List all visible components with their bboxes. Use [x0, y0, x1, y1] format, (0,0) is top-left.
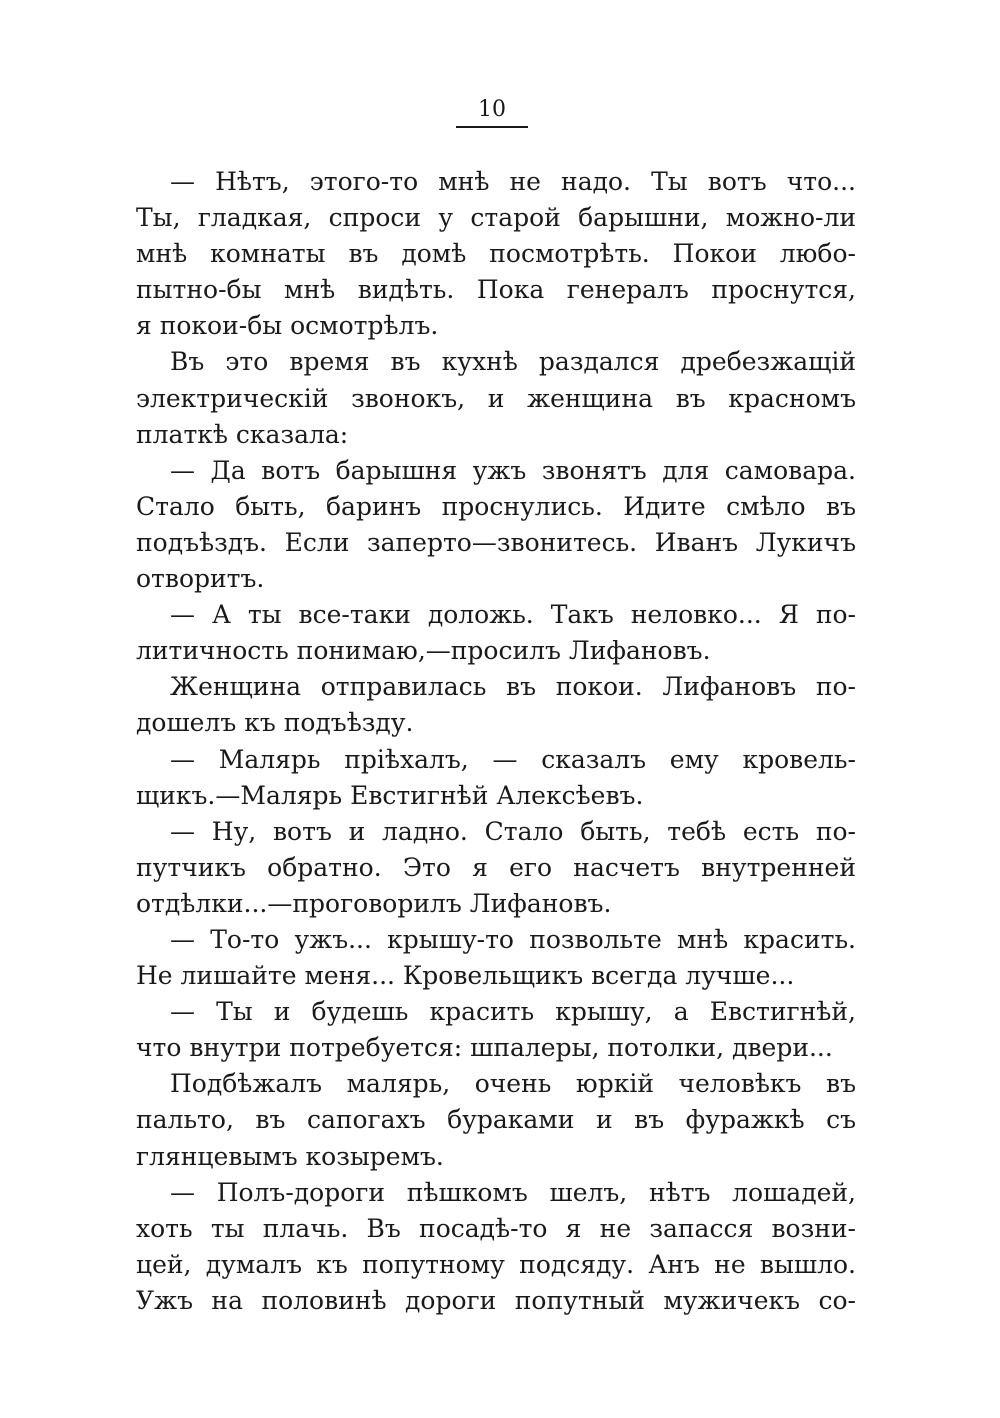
text-line: глянцевымъ козыремъ. [136, 1141, 444, 1171]
text-line: — Нѣтъ, этого-то мнѣ не надо. Ты вотъ что... [170, 167, 856, 196]
text-line: — Полъ-дороги пѣшкомъ шелъ, нѣтъ лошадей, [170, 1177, 856, 1207]
text-line: отворитъ. [136, 564, 265, 594]
text-line: — Ты и будешь красить крышу, а Евстигнѣй, [170, 997, 856, 1027]
page-number: 10 [456, 96, 528, 128]
text-line: отдѣлки...—проговорилъ Лифановъ. [136, 888, 612, 918]
text-line: я покои-бы осмотрѣлъ. [136, 311, 439, 341]
text-line: — Да вотъ барышня ужъ звонятъ для самовара. [170, 455, 856, 485]
text-line: Ты, гладкая, спроси у старой барышни, можно-ли [136, 203, 856, 233]
text-line: литичность понимаю,—просилъ Лифановъ. [136, 636, 711, 666]
text-line: что внутри потребуется: шпалеры, потолки, двери... [136, 1033, 833, 1063]
text-line: дошелъ къ подъѣзду. [136, 708, 414, 738]
text-line: пальто, въ сапогахъ бураками и въ фуражкѣ съ [136, 1105, 856, 1135]
text-line: пытно-бы мнѣ видѣть. Пока генералъ проснутся, [136, 275, 856, 305]
text-line: — Малярь пріѣхалъ, — сказалъ ему кровель- [170, 744, 856, 774]
text-line: Женщина отправилась въ покои. Лифановъ по- [170, 672, 856, 702]
text-line: Не лишайте меня... Кровельщикъ всегда лучше... [136, 961, 795, 991]
text-line: платкѣ сказала: [136, 419, 349, 449]
text-line: путчикъ обратно. Это я его насчетъ внутренней [136, 852, 856, 882]
body-text [136, 164, 856, 1319]
text-line: — А ты все-таки доложь. Такъ неловко... Я по- [170, 600, 856, 630]
text-line: — Ну, вотъ и ладно. Стало быть, тебѣ есть по- [170, 816, 856, 846]
text-line: — То-то ужъ... крышу-то позвольте мнѣ красить. [170, 924, 856, 954]
text-line: мнѣ комнаты въ домѣ посмотрѣть. Покои любо- [136, 239, 856, 269]
text-line: электрическій звонокъ, и женщина въ красномъ [136, 383, 856, 413]
text-line: Ужъ на половинѣ дороги попутный мужичекъ со- [136, 1285, 856, 1315]
text-line: цей, думалъ къ попутному подсяду. Анъ не вышло. [136, 1249, 856, 1279]
text-line: хоть ты плачь. Въ посадѣ-то я не запасся возни- [136, 1213, 856, 1243]
text-line: Стало быть, баринъ проснулись. Идите смѣло въ [136, 491, 856, 521]
text-line: подъѣздъ. Если заперто—звонитесь. Иванъ Лукичъ [136, 527, 856, 557]
text-line: Въ это время въ кухнѣ раздался дребезжащій [170, 347, 856, 377]
text-line: щикъ.—Малярь Евстигнѣй Алексѣевъ. [136, 780, 644, 810]
text-line: Подбѣжалъ малярь, очень юркій человѣкъ въ [170, 1069, 856, 1099]
